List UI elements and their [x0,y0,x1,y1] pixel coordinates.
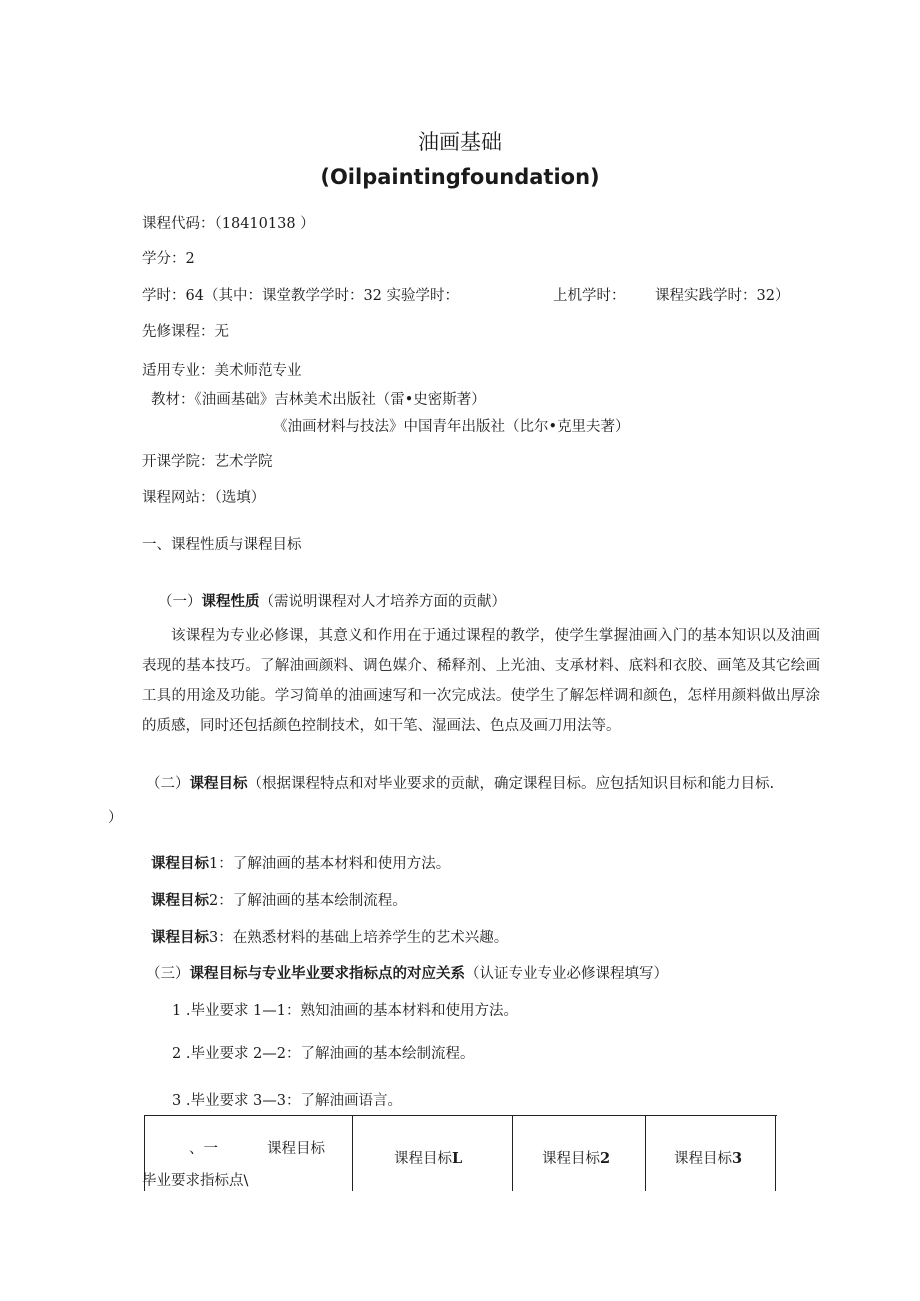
objectives-label: 课程目标 [189,776,248,792]
objective-text: 2：了解油画的基本绘制流程。 [209,893,407,909]
nature-body: 该课程为专业必修课，其意义和作用在于通过课程的教学，使学生掌握油画入门的基本知识以及油画表现的基本技巧。了解油画颜料、调色媒介、稀释剂、上光油、支承材料、底料和衣胶、画笔及其它绘画工具的用途及功能。学习简单的油画速写和一次完成法。使学生了解怎样调和颜色，怎样用颜料做出厚涂的质感，同时还包括颜色控制技术，如干笔、湿画法、色点及画刀用法等。 [142,628,820,734]
course-textbook-1: 教材：《油画基础》吉林美术出版社（雷•史密斯著） [151,392,486,408]
objective-item [151,889,407,910]
course-credit: 学分：2 [142,251,195,267]
table-col-objective-2 [542,1147,610,1168]
mapping-note: （认证专业专业必修课程填写） [465,966,668,982]
objective-text: 1：了解油画的基本材料和使用方法。 [209,856,451,872]
objectives-prefix: （二） [146,776,190,792]
page-subtitle: (Oilpaintingfoundation) [320,165,600,189]
table-border-col1 [352,1116,353,1191]
requirement-item: 1 .毕业要求 1—1：熟知油画的基本材料和使用方法。 [172,1003,519,1019]
requirement-item: 2 .毕业要求 2—2：了解油画的基本绘制流程。 [172,1046,475,1062]
objective-label: 课程目标 [151,856,209,872]
table-border-right [775,1116,776,1191]
objectives-heading [146,772,774,793]
nature-heading [158,590,506,611]
table-border-col2 [512,1116,513,1191]
objective-item [151,926,508,947]
objective-label: 课程目标 [151,930,209,946]
section-heading: 一、课程性质与课程目标 [142,537,302,553]
course-code: 课程代码：（18410138 ） [142,216,315,232]
course-website: 课程网站：（选填） [142,490,266,506]
table-header-requirement: 毕业要求指标点\ [142,1173,249,1189]
objective-label: 课程目标 [151,893,209,909]
nature-label: 课程性质 [201,594,260,610]
course-hours-lab: 上机学时： [553,288,626,304]
col-label: 课程目标 [394,1151,452,1167]
page-title: 油画基础 [418,130,502,154]
course-college: 开课学院：艺术学院 [142,454,273,470]
col-number: L [452,1150,463,1167]
table-col-objective-3 [674,1147,742,1168]
course-prerequisite: 先修课程：无 [142,324,229,340]
mapping-table [144,1115,777,1191]
col-label: 课程目标 [542,1151,600,1167]
course-hours-practice: 课程实践学时：32） [655,288,790,304]
table-col-objective-1 [394,1147,462,1168]
col-number: 2 [600,1150,611,1167]
nature-note: （需说明课程对人才培养方面的贡献） [259,594,506,610]
mapping-heading [146,962,668,983]
col-label: 课程目标 [674,1151,732,1167]
course-hours: 学时：64（其中：课堂教学学时：32 实验学时： [142,288,460,304]
table-header-mark: 、一 [189,1141,218,1157]
mapping-label: 课程目标与专业毕业要求指标点的对应关系 [189,966,465,982]
objectives-heading-close: ） [108,810,123,826]
objective-text: 3：在熟悉材料的基础上培养学生的艺术兴趣。 [209,930,509,946]
nature-prefix: （一） [158,594,202,610]
objectives-note: （根据课程特点和对毕业要求的贡献，确定课程目标。应包括知识目标和能力目标. [247,776,775,792]
table-header-objective: 课程目标 [267,1141,325,1157]
objective-item [151,852,450,873]
course-textbook-2: 《油画材料与技法》中国青年出版社（比尔•克里夫著） [273,419,630,435]
requirement-item: 3 .毕业要求 3—3：了解油画语言。 [172,1093,403,1109]
course-major: 适用专业：美术师范专业 [142,363,302,379]
mapping-prefix: （三） [146,966,190,982]
col-number: 3 [732,1150,743,1167]
table-border-col3 [645,1116,646,1191]
